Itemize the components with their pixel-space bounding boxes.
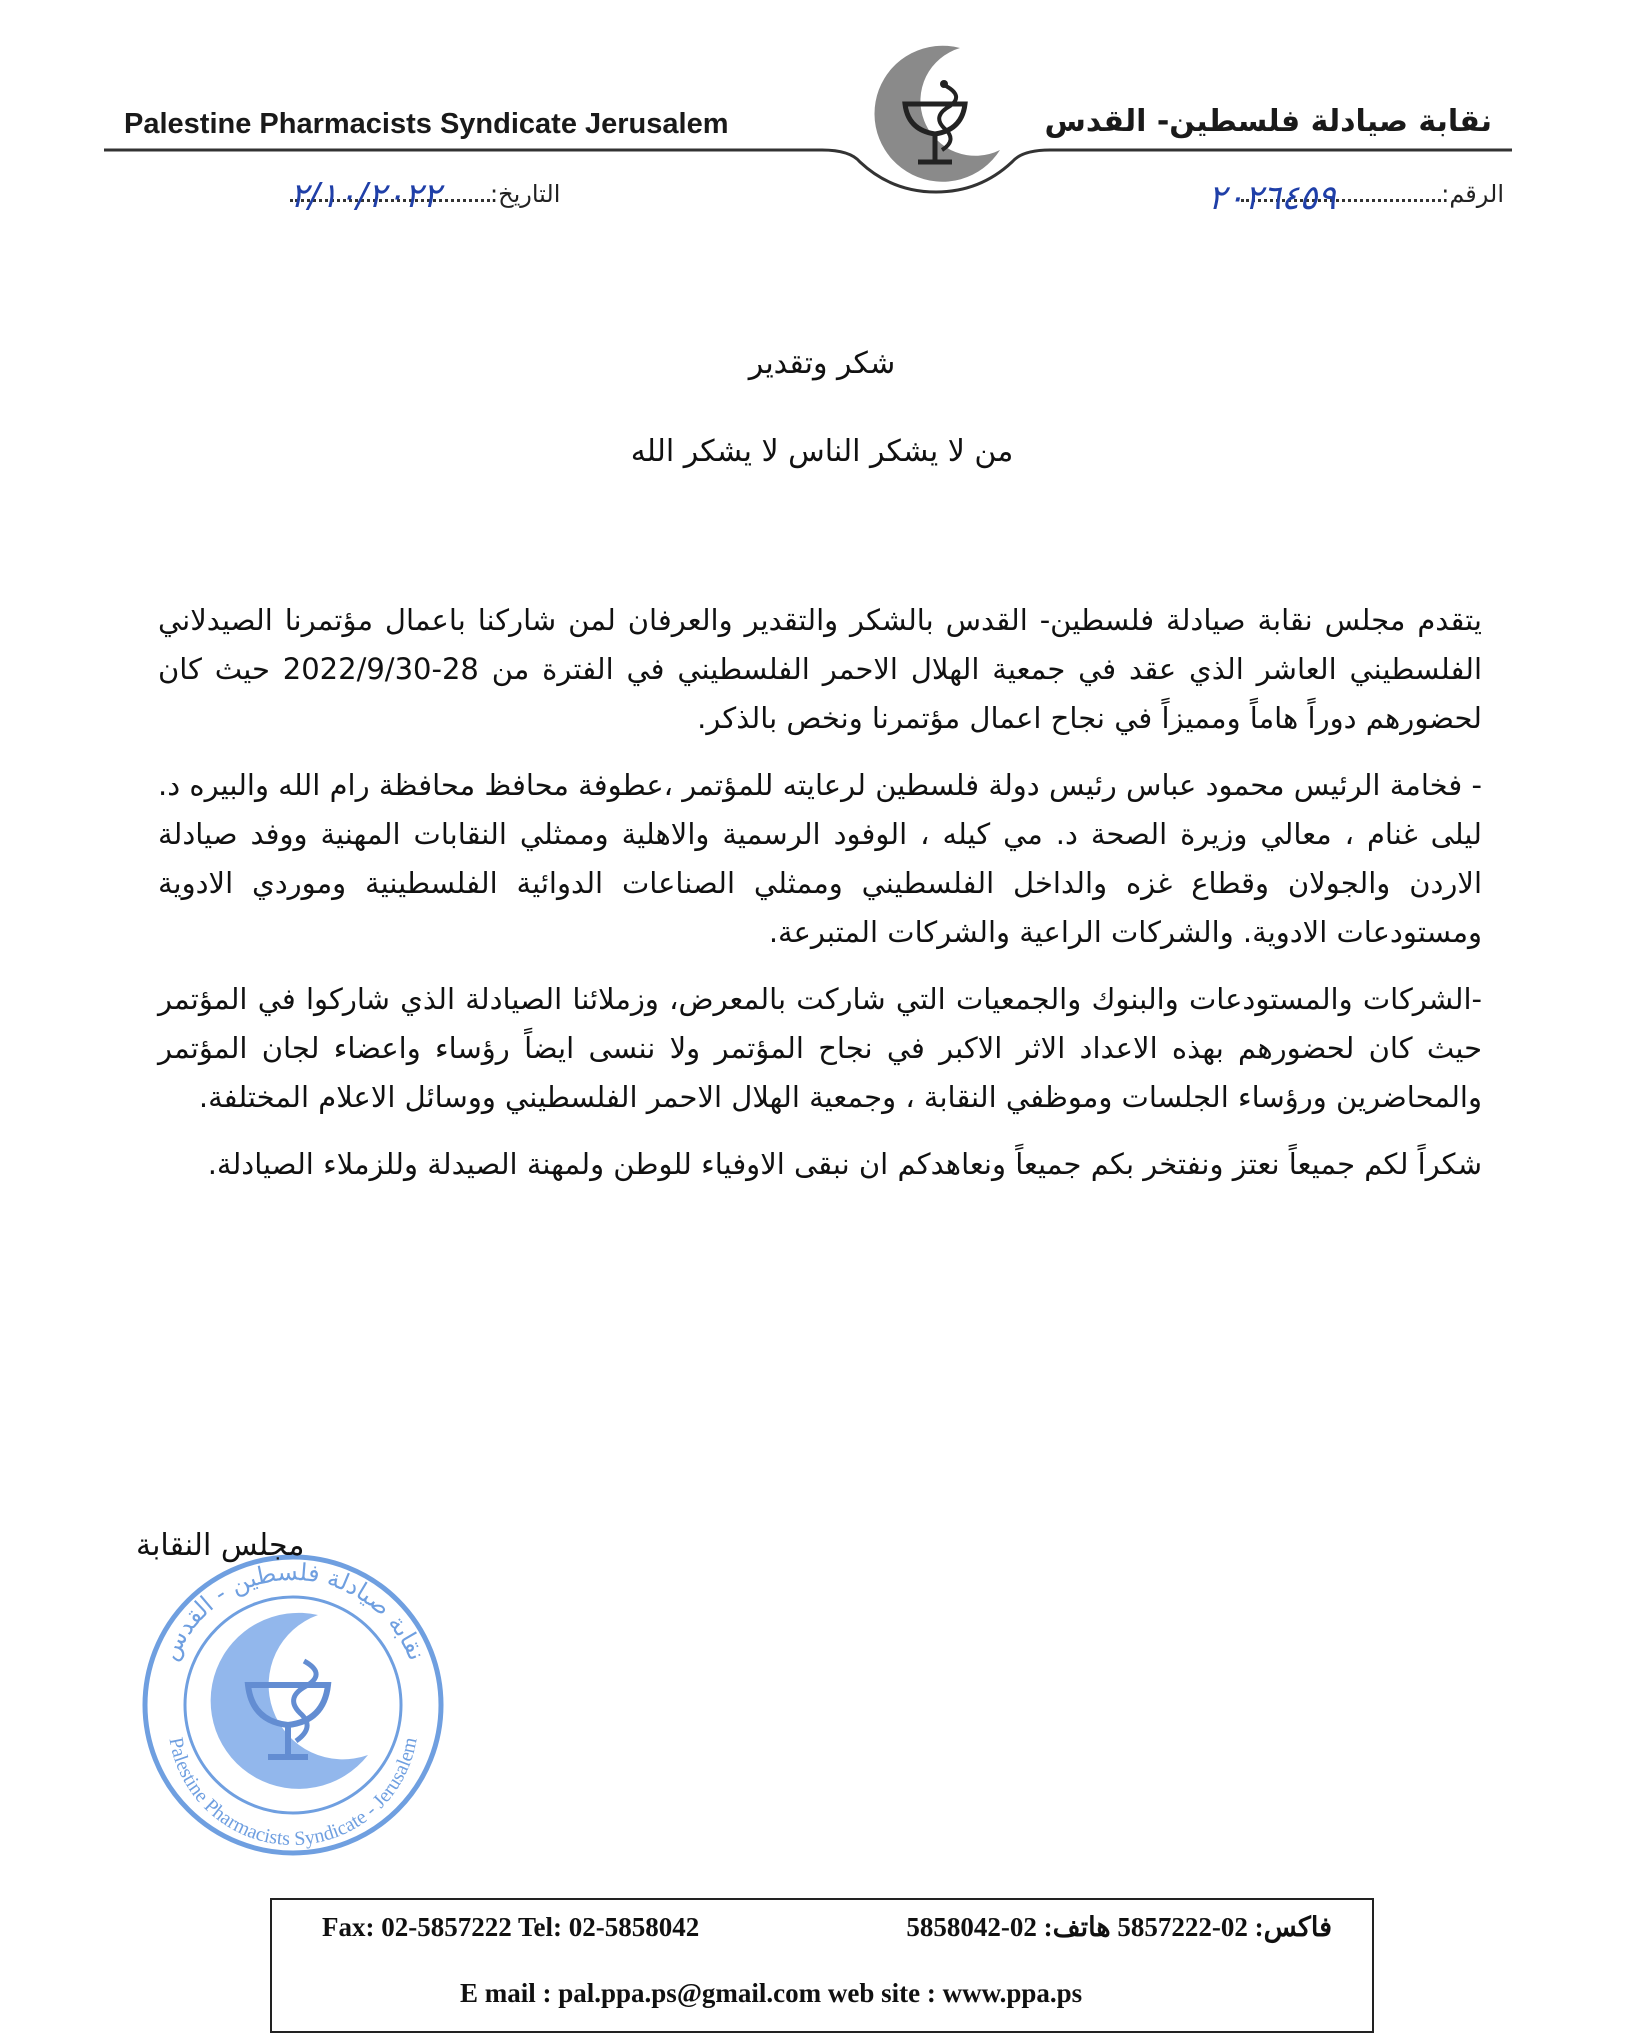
paragraph-1: يتقدم مجلس نقابة صيادلة فلسطين- القدس بالشكر والتقدير والعرفان لمن شاركنا باعمال مؤتمرنا الصيدلاني الفلسطيني العاشر الذي عقد في جمعية الهلال الاحمر الفلسطيني في الفترة من 28-2022/9/30 حيث كان لحضورهم دوراً هاماً ومميزاً في نجاح اعمال مؤتمرنا ونخص بالذكر. [158, 603, 1483, 735]
reference-label: الرقم: [1441, 180, 1504, 208]
date-label: التاريخ: [490, 180, 561, 208]
letter-subtitle: من لا يشكر الناس لا يشكر الله [630, 434, 1014, 469]
contact-footer [270, 1898, 1374, 2033]
fax-tel-en: Fax: 02-5857222 Tel: 02-5858042 [322, 1912, 700, 1942]
date-value: ٢/١٠/٢٠٢٢ [290, 176, 441, 216]
paragraph-4: شكراً لكم جميعاً نعتز ونفتخر بكم جميعاً ونعاهدكم ان نبقى الاوفياء للوطن ولمهنة الصيدلة وللزملاء الصيادلة. [207, 1147, 1482, 1181]
email-website: E mail : pal.ppa.ps@gmail.com web site : www.ppa.ps [460, 1978, 1083, 2008]
signature: مجلس النقابة [136, 1528, 305, 1563]
stamp-text-en: Palestine Pharmacists Syndicate - Jerusalem [164, 1735, 422, 1851]
letter-title: شكر وتقدير [748, 346, 896, 381]
org-name-ar: نقابة صيادلة فلسطين- القدس [1044, 104, 1492, 139]
stamp-text-ar: نقابة صيادلة فلسطين - القدس [155, 1557, 431, 1665]
letter-body [158, 596, 1482, 1207]
syndicate-stamp-icon [128, 1535, 458, 1865]
paragraph-2: - فخامة الرئيس محمود عباس رئيس دولة فلسطين لرعايته للمؤتمر ،عطوفة محافظ محافظة رام الله والبيره د. ليلى غنام ، معالي وزيرة الصحة د. مي كيله ، الوفود الرسمية والاهلية وممثلي النقابات المهنية ووفد صيادلة الاردن والجولان وقطاع غزه والداخل الفلسطيني وممثلي الصناعات الدوائية الفلسطينية وموردي الادوية ومستودعات الادوية. والشركات الراعية والشركات المتبرعة. [158, 768, 1482, 949]
paragraph-3: -الشركات والمستودعات والبنوك والجمعيات التي شاركت بالمعرض، وزملائنا الصيادلة الذي شاركوا في المؤتمر حيث كان لحضورهم بهذه الاعداد الاثر الاكبر في نجاح المؤتمر ولا ننسى ايضاً رؤساء واعضاء لجان المؤتمر والمحاضرين ورؤساء الجلسات وموظفي النقابة ، وجمعية الهلال الاحمر الفلسطيني ووسائل الاعلام المختلفة. [158, 982, 1482, 1114]
fax-tel-ar: فاكس: 02-5857222 هاتف: 02-5858042 [906, 1912, 1332, 1942]
org-name-en: Palestine Pharmacists Syndicate Jerusalem [124, 108, 729, 140]
reference-value: ٢٠٢٦٤٥٩ [1208, 178, 1336, 218]
